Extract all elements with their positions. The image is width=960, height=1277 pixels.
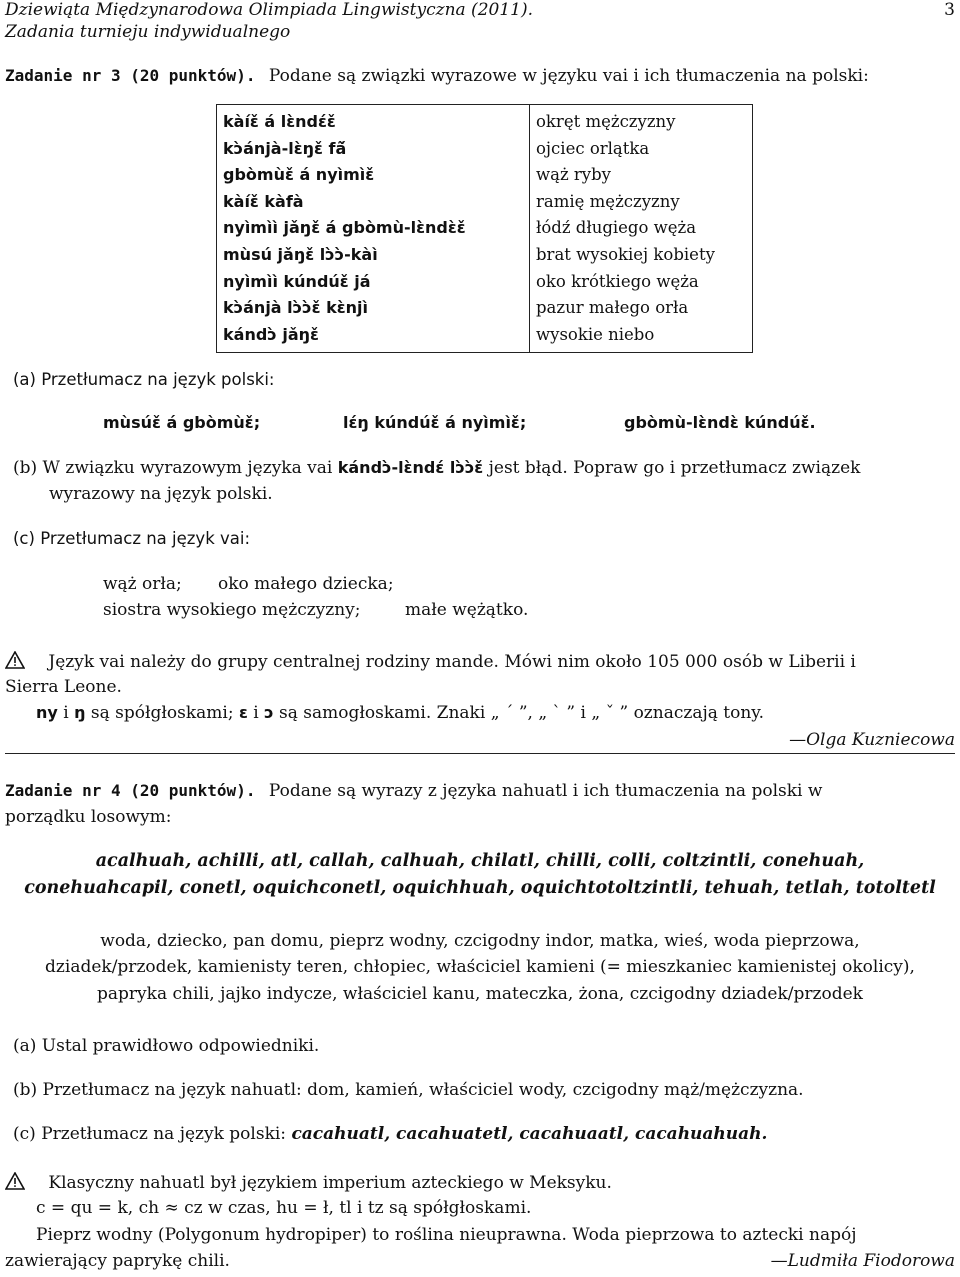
warning-icon [5, 651, 25, 669]
vai-letter: ŋ [74, 703, 86, 722]
vai-letter: ɛ [238, 703, 248, 722]
task4-note-1 [5, 1172, 612, 1193]
polish-translation: okręt mężczyzny [536, 112, 676, 131]
task4-heading [5, 781, 822, 801]
section-divider [5, 753, 955, 754]
polish-translation: wysokie niebo [536, 324, 655, 344]
vai-phrase: kándɔ̀ jǎŋɛ̌ [223, 324, 319, 344]
vai-phrase: nyìmìì kúndúɛ̌ já [223, 271, 371, 291]
task4-author: —Ludmiła Fiodorowa [770, 1251, 955, 1271]
vai-polish-table [216, 104, 753, 353]
task3-a-item: lɛ́ŋ kúndúɛ̌ á nyìmìɛ̌; [343, 413, 527, 432]
task4-title: Zadanie nr 4 (20 punktów). [5, 781, 256, 800]
header-line-1: Dziewiąta Międzynarodowa Olimpiada Lingwistyczna (2011). [5, 0, 533, 20]
note-text: i [253, 703, 259, 723]
task4-b: (b) Przetłumacz na język nahuatl: dom, kamień, właściciel wody, czcigodny mąż/mężczyzna. [13, 1080, 804, 1100]
task4-c-label: (c) Przetłumacz na język polski: [13, 1124, 287, 1144]
task3-c-item: małe wężątko. [405, 600, 529, 620]
task3-title: Zadanie nr 3 (20 punktów). [5, 66, 256, 85]
nahuatl-words-1: acalhuah, achilli, atl, callah, calhuah, chilatl, chilli, colli, coltzintli, conehuah, [95, 851, 865, 871]
task4-c [13, 1124, 767, 1144]
vai-phrase: kɔ̀ánjà-lɛ̀ŋɛ̌ fã̌ [223, 138, 347, 158]
note-text: są samogłoskami. Znaki „ ˊ ”, „ ˋ ” i „ ˇ ” oznaczają tony. [279, 703, 765, 723]
task4-c-words: cacahuatl, cacahuatetl, cacahuaatl, cacahuahuah. [291, 1124, 768, 1144]
task3-author: —Olga Kuzniecowa [789, 730, 955, 750]
vai-column [217, 105, 530, 353]
polish-words-1: woda, dziecko, pan domu, pieprz wodny, czcigodny indor, matka, wieś, woda pieprzowa, [100, 931, 860, 951]
polish-translation: oko krótkiego węża [536, 271, 699, 291]
vai-phrase: kàíɛ̌ á lɛ̀ndɛ́ɛ̌ [223, 112, 336, 131]
warning-icon [5, 1172, 25, 1190]
task4-note-4: zawierający paprykę chili. [5, 1251, 230, 1271]
task3-note-2: Sierra Leone. [5, 677, 122, 697]
polish-translation: brat wysokiej kobiety [536, 244, 715, 264]
task4-intro: Podane są wyrazy z języka nahuatl i ich tłumaczenia na polski w [268, 781, 823, 801]
nahuatl-words-2: conehuahcapil, conetl, oquichconetl, oquichhuah, oquichtotoltzintli, tehuah, tetlah, totoltetl [24, 878, 936, 898]
polish-translation: ramię mężczyzny [536, 191, 680, 211]
polish-words-2: dziadek/przodek, kamienisty teren, chłopiec, właściciel kamieni (= mieszkaniec kamienistej okolicy), [45, 957, 915, 977]
polish-translation: pazur małego orła [536, 298, 689, 318]
task4-a: (a) Ustal prawidłowo odpowiedniki. [13, 1036, 320, 1056]
task3-a-label: (a) Przetłumacz na język polski: [13, 370, 275, 389]
task3-b [13, 458, 860, 478]
task4-note-3: Pieprz wodny (Polygonum hydropiper) to roślina nieuprawna. Woda pieprzowa to aztecki napój [36, 1225, 857, 1245]
task3-note-text: Język vai należy do grupy centralnej rodziny mande. Mówi nim około 105 000 osób w Liberii i [48, 652, 856, 672]
task3-heading [5, 66, 869, 86]
vai-phrase: kàíɛ̌ kàfà [223, 191, 304, 211]
note-text: są spółgłoskami; [90, 703, 234, 723]
task3-b-post: jest błąd. Popraw go i przetłumacz związek [488, 458, 861, 478]
task3-a-item: mùsúɛ̌ á gbòmùɛ̌; [103, 413, 261, 432]
vai-phrase: gbòmùɛ̌ á nyìmìɛ̌ [223, 165, 375, 185]
task4-note-text: Klasyczny nahuatl był językiem imperium azteckiego w Meksyku. [48, 1173, 612, 1193]
task3-a-item: gbòmù-lɛ̀ndɛ̀ kúndúɛ̌. [624, 413, 816, 432]
task3-b-pre: (b) W związku wyrazowym języka vai [13, 458, 333, 478]
task3-c-label: (c) Przetłumacz na język vai: [13, 529, 251, 548]
task3-note-3 [36, 703, 764, 723]
polish-column [530, 105, 753, 353]
task3-b-phrase: kándɔ̀-lɛ̀ndɛ́ lɔ̀ɔ̀ɛ̌ [337, 458, 484, 477]
polish-translation: ojciec orlątka [536, 138, 650, 158]
task3-c-item: oko małego dziecka; [218, 574, 394, 594]
vai-phrase: nyìmìì jǎŋɛ̌ á gbòmù-lɛ̀ndɛ̀ɛ̌ [223, 218, 466, 238]
header-line-2: Zadania turnieju indywidualnego [5, 22, 291, 42]
task3-c-item: siostra wysokiego mężczyzny; [103, 600, 361, 620]
task3-c-item: wąż orła; [103, 574, 182, 594]
page-header [5, 0, 955, 43]
vai-letter: ɔ [264, 703, 274, 722]
polish-words-3: papryka chili, jajko indycze, właściciel kanu, mateczka, żona, czcigodny dziadek/przodek [97, 984, 863, 1004]
task3-b-line2: wyrazowy na język polski. [49, 484, 273, 504]
note-text: i [63, 703, 69, 723]
task3-note-1 [5, 651, 856, 672]
vai-phrase: kɔ̀ánjà lɔ̀ɔ̀ɛ̌ kɛ̀njì [223, 298, 368, 318]
page-number: 3 [944, 0, 955, 20]
polish-translation: wąż ryby [536, 165, 611, 185]
task4-intro-2: porządku losowym: [5, 807, 172, 827]
vai-phrase: mùsú jǎŋɛ̌ lɔ̀ɔ̀-kàì [223, 244, 378, 264]
polish-translation: łódź długiego węża [536, 218, 697, 238]
task4-note-2: c = qu = k, ch ≈ cz w czas, hu = ł, tl i tz są spółgłoskami. [36, 1198, 532, 1218]
vai-letter: ny [36, 703, 58, 722]
task3-intro: Podane są związki wyrazowe w języku vai i ich tłumaczenia na polski: [268, 66, 869, 86]
